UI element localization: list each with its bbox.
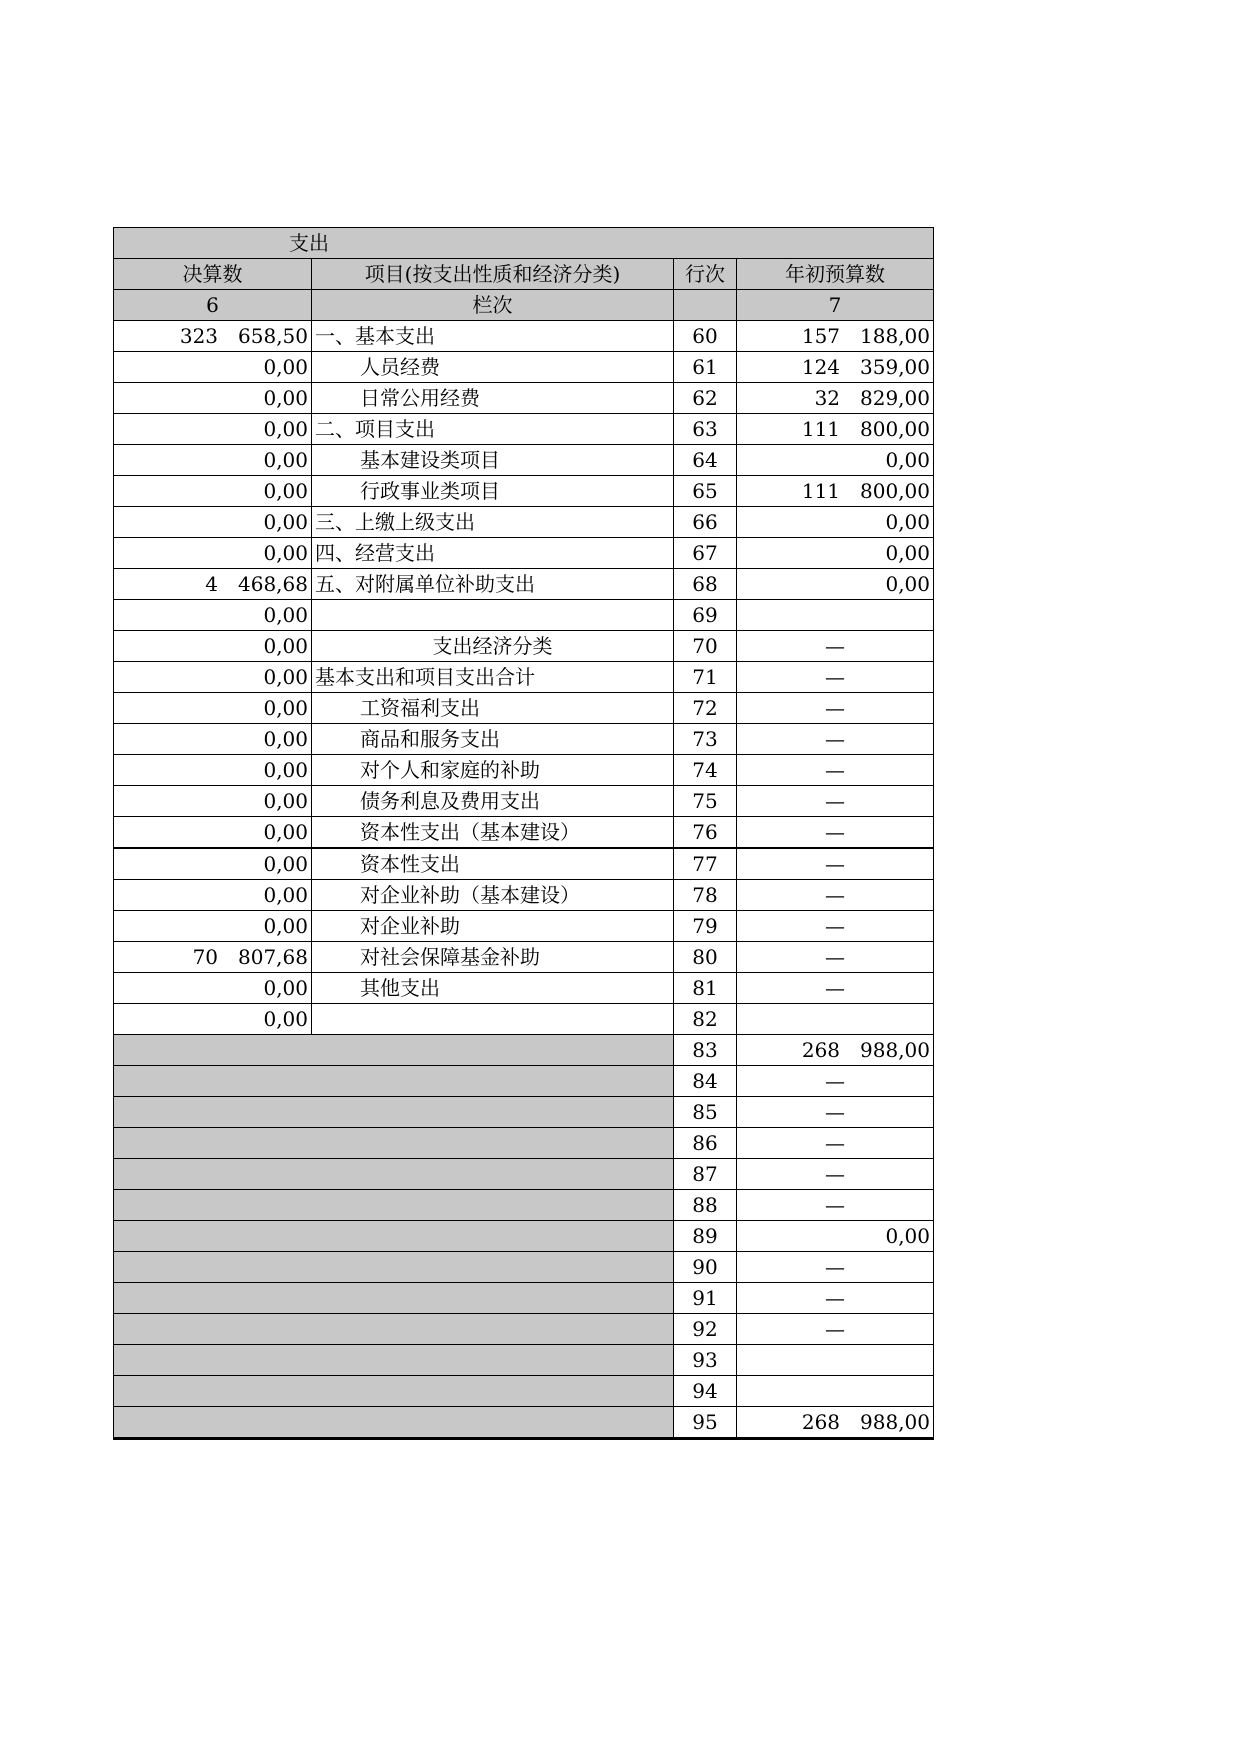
- line-cell: 69: [674, 600, 737, 631]
- actual-cell: 323 658,50: [114, 321, 312, 352]
- table-row: [114, 1345, 934, 1376]
- budget-cell: —: [737, 848, 934, 880]
- budget-cell: 0,00: [737, 445, 934, 476]
- item-cell: 基本建设类项目: [312, 445, 674, 476]
- table-row: [114, 1035, 934, 1066]
- grey-blank-cell: [114, 1097, 674, 1128]
- actual-cell: 70 807,68: [114, 942, 312, 973]
- budget-cell: —: [737, 1252, 934, 1283]
- line-cell: 86: [674, 1128, 737, 1159]
- subheader-line: [674, 290, 737, 321]
- line-cell: 81: [674, 973, 737, 1004]
- item-cell: 对企业补助（基本建设）: [312, 880, 674, 911]
- budget-cell: 124 359,00: [737, 352, 934, 383]
- actual-cell: 0,00: [114, 911, 312, 942]
- line-cell: 80: [674, 942, 737, 973]
- actual-cell: 0,00: [114, 507, 312, 538]
- line-cell: 83: [674, 1035, 737, 1066]
- budget-cell: 0,00: [737, 507, 934, 538]
- budget-cell: 0,00: [737, 538, 934, 569]
- grey-blank-cell: [114, 1035, 674, 1066]
- budget-cell: 157 188,00: [737, 321, 934, 352]
- line-cell: 65: [674, 476, 737, 507]
- section-title: 支出: [114, 228, 934, 259]
- grey-blank-cell: [114, 1066, 674, 1097]
- actual-cell: 0,00: [114, 848, 312, 880]
- header-line: 行次: [674, 259, 737, 290]
- budget-cell: [737, 1345, 934, 1376]
- item-cell: 资本性支出（基本建设）: [312, 817, 674, 849]
- table-row: [114, 1407, 934, 1439]
- table-row: [114, 1283, 934, 1314]
- budget-cell: —: [737, 1159, 934, 1190]
- table-row: [114, 973, 934, 1004]
- item-cell: 三、上缴上级支出: [312, 507, 674, 538]
- header-row: [114, 259, 934, 290]
- grey-blank-cell: [114, 1128, 674, 1159]
- line-cell: 67: [674, 538, 737, 569]
- budget-cell: —: [737, 911, 934, 942]
- actual-cell: 0,00: [114, 880, 312, 911]
- budget-cell: 111 800,00: [737, 476, 934, 507]
- line-cell: 74: [674, 755, 737, 786]
- actual-cell: 0,00: [114, 724, 312, 755]
- line-cell: 70: [674, 631, 737, 662]
- actual-cell: 0,00: [114, 352, 312, 383]
- table-row: [114, 693, 934, 724]
- budget-cell: —: [737, 1128, 934, 1159]
- budget-cell: —: [737, 693, 934, 724]
- actual-cell: 0,00: [114, 631, 312, 662]
- table-row: [114, 724, 934, 755]
- subheader-item: 栏次: [312, 290, 674, 321]
- budget-cell: —: [737, 1066, 934, 1097]
- actual-cell: 0,00: [114, 662, 312, 693]
- budget-cell: 268 988,00: [737, 1035, 934, 1066]
- table-row: [114, 352, 934, 383]
- line-cell: 78: [674, 880, 737, 911]
- line-cell: 89: [674, 1221, 737, 1252]
- item-cell: 日常公用经费: [312, 383, 674, 414]
- grey-blank-cell: [114, 1376, 674, 1407]
- item-cell: 对个人和家庭的补助: [312, 755, 674, 786]
- item-cell: 一、基本支出: [312, 321, 674, 352]
- header-budget: 年初预算数: [737, 259, 934, 290]
- line-cell: 68: [674, 569, 737, 600]
- line-cell: 88: [674, 1190, 737, 1221]
- table-row: [114, 476, 934, 507]
- line-cell: 84: [674, 1066, 737, 1097]
- table-row: [114, 631, 934, 662]
- line-cell: 85: [674, 1097, 737, 1128]
- item-cell: 行政事业类项目: [312, 476, 674, 507]
- actual-cell: 4 468,68: [114, 569, 312, 600]
- grey-blank-cell: [114, 1252, 674, 1283]
- item-cell: 对社会保障基金补助: [312, 942, 674, 973]
- table-row: [114, 1376, 934, 1407]
- budget-cell: —: [737, 973, 934, 1004]
- grey-blank-cell: [114, 1221, 674, 1252]
- subheader-budget: 7: [737, 290, 934, 321]
- expenditure-sheet: [113, 227, 933, 1440]
- line-cell: 90: [674, 1252, 737, 1283]
- subheader-row: [114, 290, 934, 321]
- line-cell: 72: [674, 693, 737, 724]
- line-cell: 66: [674, 507, 737, 538]
- line-cell: 61: [674, 352, 737, 383]
- grey-blank-cell: [114, 1407, 674, 1439]
- budget-cell: 111 800,00: [737, 414, 934, 445]
- item-cell: 二、项目支出: [312, 414, 674, 445]
- budget-cell: —: [737, 724, 934, 755]
- budget-cell: 268 988,00: [737, 1407, 934, 1439]
- table-row: [114, 755, 934, 786]
- budget-cell: —: [737, 817, 934, 849]
- line-cell: 62: [674, 383, 737, 414]
- table-row: [114, 321, 934, 352]
- table-row: [114, 569, 934, 600]
- item-cell: [312, 1004, 674, 1035]
- line-cell: 75: [674, 786, 737, 817]
- table-row: [114, 1128, 934, 1159]
- actual-cell: 0,00: [114, 973, 312, 1004]
- grey-blank-cell: [114, 1314, 674, 1345]
- table-row: [114, 1190, 934, 1221]
- budget-cell: —: [737, 1283, 934, 1314]
- actual-cell: 0,00: [114, 414, 312, 445]
- budget-cell: [737, 600, 934, 631]
- item-cell: 债务利息及费用支出: [312, 786, 674, 817]
- line-cell: 64: [674, 445, 737, 476]
- expenditure-table: [113, 227, 934, 1440]
- line-cell: 60: [674, 321, 737, 352]
- budget-cell: [737, 1376, 934, 1407]
- budget-cell: —: [737, 1190, 934, 1221]
- table-row: [114, 1066, 934, 1097]
- actual-cell: 0,00: [114, 693, 312, 724]
- budget-cell: 32 829,00: [737, 383, 934, 414]
- actual-cell: 0,00: [114, 755, 312, 786]
- header-actual: 决算数: [114, 259, 312, 290]
- grey-blank-cell: [114, 1283, 674, 1314]
- budget-cell: 0,00: [737, 569, 934, 600]
- item-cell: 工资福利支出: [312, 693, 674, 724]
- table-row: [114, 445, 934, 476]
- table-row: [114, 911, 934, 942]
- actual-cell: 0,00: [114, 817, 312, 849]
- actual-cell: 0,00: [114, 600, 312, 631]
- line-cell: 93: [674, 1345, 737, 1376]
- actual-cell: 0,00: [114, 1004, 312, 1035]
- line-cell: 79: [674, 911, 737, 942]
- item-cell: 资本性支出: [312, 848, 674, 880]
- line-cell: 82: [674, 1004, 737, 1035]
- actual-cell: 0,00: [114, 445, 312, 476]
- header-item: 项目(按支出性质和经济分类): [312, 259, 674, 290]
- budget-cell: [737, 1004, 934, 1035]
- item-cell: 支出经济分类: [312, 631, 674, 662]
- table-row: [114, 880, 934, 911]
- item-cell: 人员经费: [312, 352, 674, 383]
- budget-cell: 0,00: [737, 1221, 934, 1252]
- budget-cell: —: [737, 755, 934, 786]
- table-row: [114, 1314, 934, 1345]
- line-cell: 91: [674, 1283, 737, 1314]
- line-cell: 87: [674, 1159, 737, 1190]
- table-row: [114, 1159, 934, 1190]
- grey-blank-cell: [114, 1345, 674, 1376]
- table-row: [114, 662, 934, 693]
- table-row: [114, 383, 934, 414]
- line-cell: 63: [674, 414, 737, 445]
- table-row: [114, 600, 934, 631]
- line-cell: 71: [674, 662, 737, 693]
- budget-cell: —: [737, 631, 934, 662]
- table-row: [114, 942, 934, 973]
- budget-cell: —: [737, 786, 934, 817]
- grey-blank-cell: [114, 1190, 674, 1221]
- budget-cell: —: [737, 1314, 934, 1345]
- actual-cell: 0,00: [114, 538, 312, 569]
- item-cell: [312, 600, 674, 631]
- budget-cell: —: [737, 942, 934, 973]
- table-row: [114, 786, 934, 817]
- table-row: [114, 1221, 934, 1252]
- item-cell: 对企业补助: [312, 911, 674, 942]
- table-row: [114, 848, 934, 880]
- table-row: [114, 507, 934, 538]
- budget-cell: —: [737, 662, 934, 693]
- section-title-row: [114, 228, 934, 259]
- table-row: [114, 538, 934, 569]
- grey-blank-cell: [114, 1159, 674, 1190]
- actual-cell: 0,00: [114, 383, 312, 414]
- item-cell: 商品和服务支出: [312, 724, 674, 755]
- line-cell: 92: [674, 1314, 737, 1345]
- table-row: [114, 414, 934, 445]
- actual-cell: 0,00: [114, 786, 312, 817]
- table-row: [114, 1004, 934, 1035]
- item-cell: 五、对附属单位补助支出: [312, 569, 674, 600]
- line-cell: 94: [674, 1376, 737, 1407]
- line-cell: 76: [674, 817, 737, 849]
- actual-cell: 0,00: [114, 476, 312, 507]
- table-row: [114, 1252, 934, 1283]
- subheader-actual: 6: [114, 290, 312, 321]
- item-cell: 基本支出和项目支出合计: [312, 662, 674, 693]
- line-cell: 77: [674, 848, 737, 880]
- line-cell: 95: [674, 1407, 737, 1439]
- budget-cell: —: [737, 1097, 934, 1128]
- item-cell: 其他支出: [312, 973, 674, 1004]
- item-cell: 四、经营支出: [312, 538, 674, 569]
- line-cell: 73: [674, 724, 737, 755]
- table-row: [114, 817, 934, 849]
- table-row: [114, 1097, 934, 1128]
- budget-cell: —: [737, 880, 934, 911]
